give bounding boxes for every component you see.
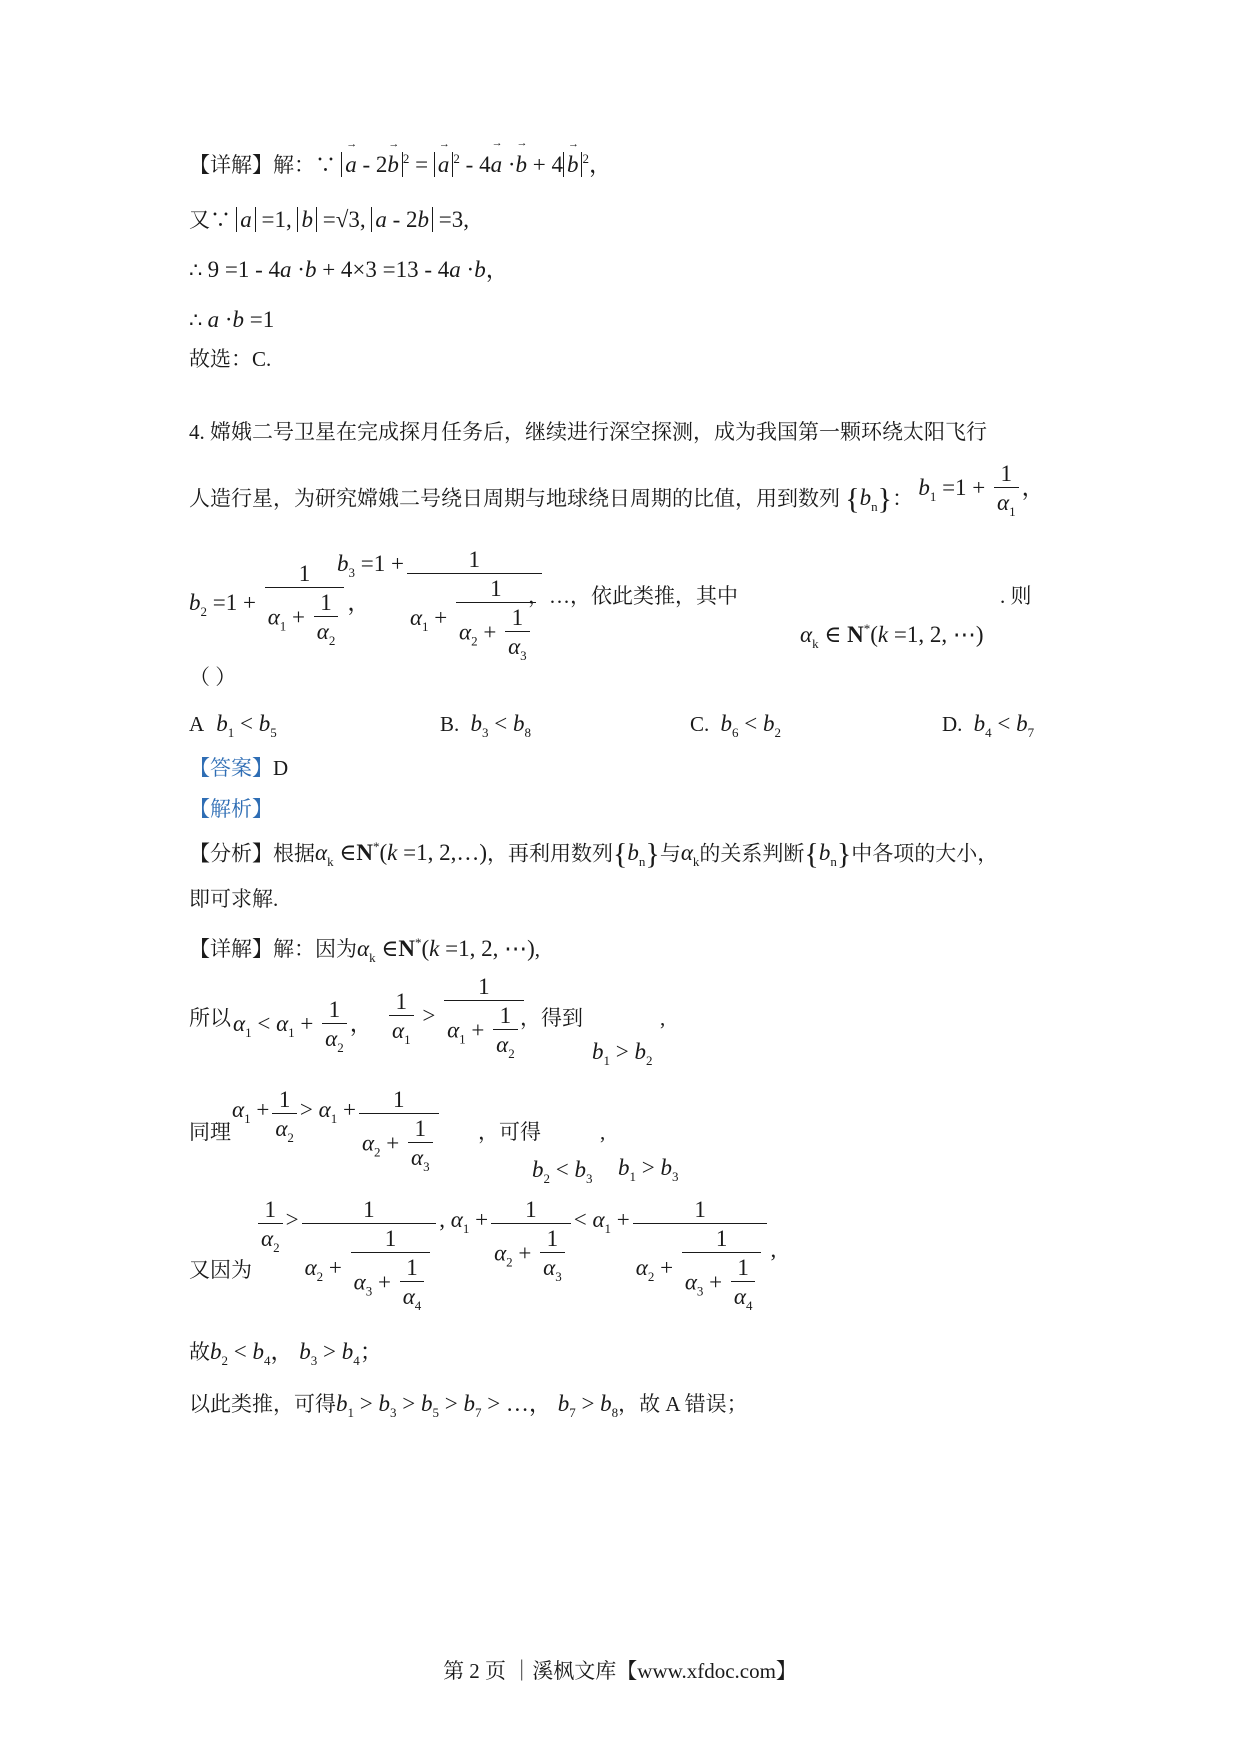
question-4-line-2 [189, 461, 1045, 528]
answer-value: D [273, 756, 289, 780]
solution-line-2 [189, 207, 469, 232]
formula-b1-gt-b3: $b_1 > b_3$ [618, 1155, 679, 1184]
formula-tongli: $\alpha_1$ + $\frac{1}{\alpha_2}$ > $\alpha_1$ + 1 $\alpha_2$ + $\frac{1}{\alpha_3}$ [232, 1088, 442, 1173]
question-4-etc: ，…，依此类推，其中 [528, 584, 738, 608]
choice-line: 故选：C. [189, 347, 272, 371]
because-symbol: ∵ [315, 153, 336, 177]
detail-line-6: 以此类推，可得$b_1 > b_3 > b_5 > b_7$ > …， $b_7 > b_8$，故 A 错误； [189, 1391, 748, 1420]
therefore-symbol: ∴ [189, 308, 203, 332]
formula-b2: $b_2 =1$ + 1 $\alpha_1$ + $\frac{1}{\alpha_2}$ ， [189, 561, 371, 648]
formula-alpha1-ineq: $\alpha_1 < \alpha_1$ + $\frac{1}{\alpha_2}$ ， [233, 997, 373, 1055]
therefore-symbol: ∴ [189, 258, 203, 282]
formula-result: a ·b =1 [207, 307, 275, 332]
detail-line-2-text: 所以 [189, 1006, 231, 1030]
detail-kede-text: ，可得 [478, 1120, 541, 1144]
solution-line-4 [189, 308, 274, 331]
formula-b3: $b_3 =1$ + 1 $\alpha_1$ + 1 $\alpha_2$ + $\frac{1}{\alpha_3}$ [337, 548, 545, 662]
answer-parentheses: （ ） [189, 665, 237, 689]
answer-tag: 【答案】 [189, 756, 273, 780]
page-footer: 第 2 页 ｜溪枫文库【www.xfdoc.com】 [443, 1659, 797, 1683]
formula-youyinwei: $\frac{1}{\alpha_2}$ > 1 $\alpha_2$ + 1 $\alpha_3$ + $\frac{1}{\alpha_4}$ , $\alpha_1$ + 1 $\alpha_2$ + $\frac{1}{\alpha_3}$ < $\alpha_1$ + 1 $\alpha_2$ + 1 $\alpha_3$ + $\frac{1}{\alpha_4}$ , [255, 1198, 776, 1312]
detail-line-1: 【详解】解：因为$\alpha_k$ ∈N*(k =1, 2, ⋯), [189, 935, 541, 965]
solution-line-3 [189, 258, 509, 281]
also-text: 又 [189, 208, 210, 232]
comma: , [600, 1120, 606, 1144]
option-c[interactable]: C. $b_6 < b_2$ [690, 711, 781, 740]
analysis-tag: 【解析】 [189, 797, 273, 821]
formula-recip-ineq: $\frac{1}{\alpha_1}$ > 1 $\alpha_1$ + $\frac{1}{\alpha_2}$ [386, 975, 527, 1060]
comma: , [660, 1006, 666, 1030]
formula-b1: $b_1 =1$ + $\frac{1}{\alpha_1}$ ， [918, 461, 1045, 519]
detail-get-text: ，得到 [520, 1006, 583, 1030]
fenxi-line-1: 【分析】根据$\alpha_k$ ∈N*(k =1, 2,…)，再利用数列$\{b_n\}$与$\alpha_k$的关系判断$\{b_n\}$中各项的大小， [189, 838, 999, 871]
detail-tag: 【详解】解： [189, 153, 315, 177]
formula-norm-identity: → a - 2→ b $^2$ = → a $^2$ - 4→ a ·→ b + 4→ b $^2$， [341, 152, 612, 177]
question-4-line-1: 4. 嫦娥二号卫星在完成探月任务后，继续进行深空探测，成为我国第一颗环绕太阳飞行 [189, 420, 987, 444]
option-d[interactable]: D. $b_4 < b_7$ [942, 711, 1035, 740]
formula-b1-gt-b2: $b_1 > b_2$ [592, 1039, 653, 1068]
question-4-text-2: 人造行星，为研究嫦娥二号绕日周期与地球绕日周期的比值，用到数列 [189, 486, 840, 511]
fenxi-line-2: 即可求解. [189, 887, 279, 911]
detail-line-3-text: 同理 [189, 1120, 231, 1144]
option-b[interactable]: B. $b_3 < b_8$ [440, 711, 531, 740]
detail-line-5: 故$b_2 < b_4$， $b_3 > b_4$； [189, 1339, 383, 1368]
solution-line-1 [189, 152, 612, 177]
answer-line [189, 758, 288, 779]
formula-substitution: 9 =1 - 4a ·b + 4×3 =13 - 4a ·b， [207, 257, 509, 282]
option-a[interactable]: A $b_1 < b_5$ [189, 711, 277, 740]
colon: ： [892, 486, 914, 511]
question-4-then: . 则 [1000, 584, 1032, 608]
because-symbol: ∵ [210, 208, 231, 232]
formula-alpha-k-domain: $\alpha_k$ ∈ N*(k =1, 2, ⋯) [800, 621, 984, 651]
detail-line-4-text: 又因为 [189, 1258, 252, 1282]
sequence-bn: $\{b_n\}$ [845, 483, 893, 516]
formula-given-values: a =1, b =√3, a - 2b =3, [236, 207, 469, 232]
formula-b2-lt-b3: $b_2 < b_3$ [532, 1157, 593, 1186]
